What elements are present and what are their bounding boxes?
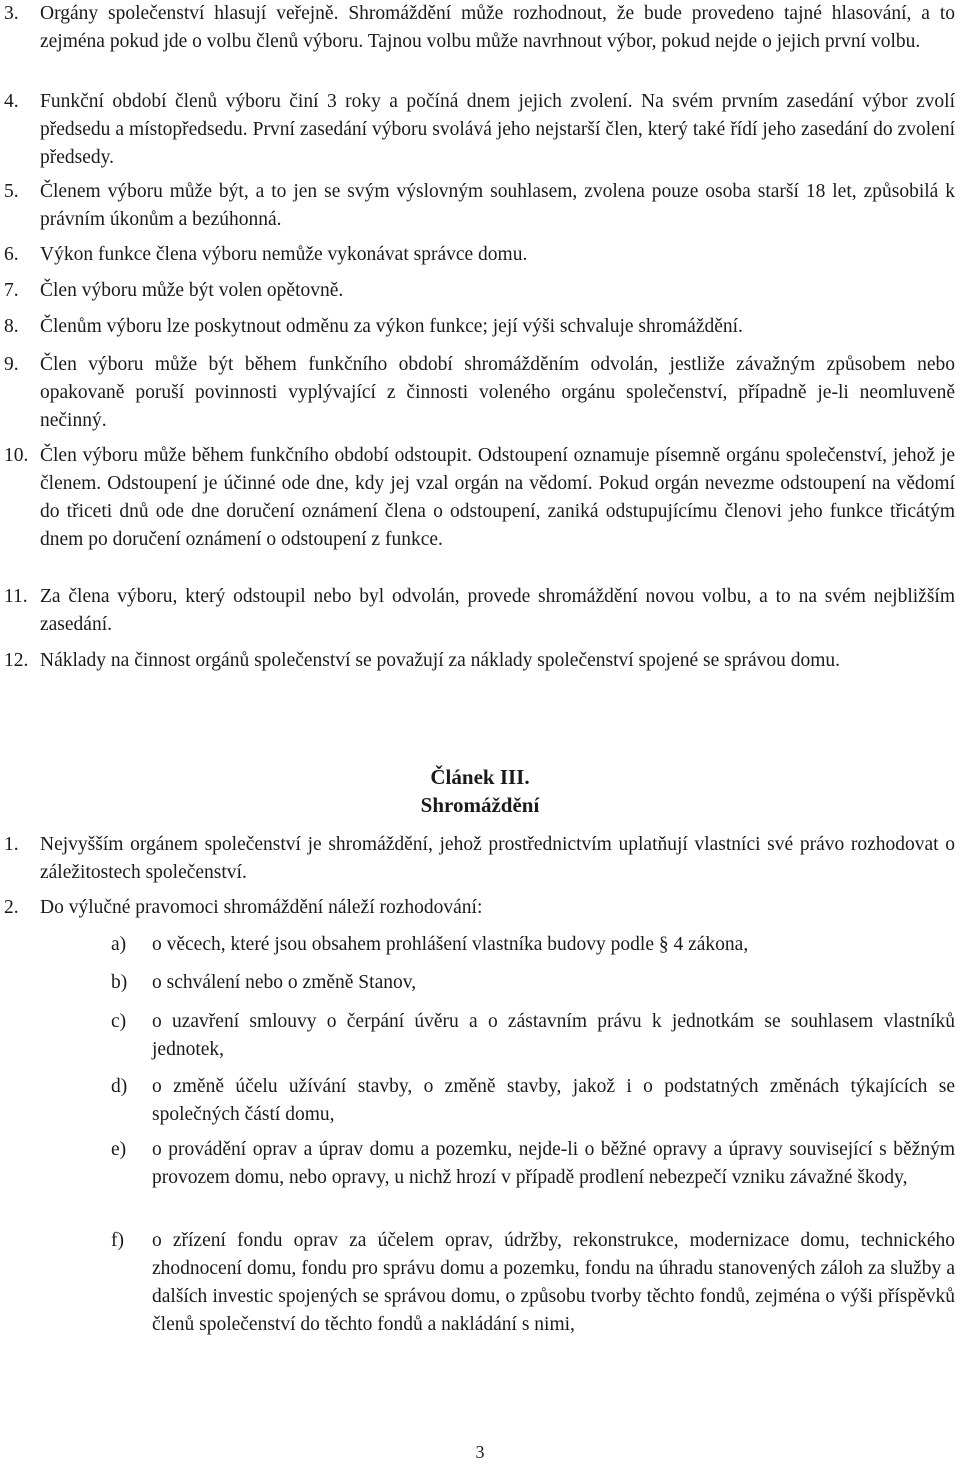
list-item-number: 1. xyxy=(4,834,19,855)
list-item xyxy=(0,831,955,887)
sub-item-text: o schválení nebo o změně Stanov, xyxy=(152,972,417,993)
sub-item-text: o provádění oprav a úprav domu a pozemku, nejde-li o běžné opravy a úpravy související s běžným provozem domu, nebo opravy, u nichž hrozí v případě prodlení nebezpečí vzniku závažné škody, xyxy=(152,1139,955,1188)
list-item-text: Člen výboru může být volen opětovně. xyxy=(40,280,344,301)
sub-item xyxy=(0,931,955,959)
sub-item xyxy=(0,1136,955,1192)
sub-item xyxy=(0,1227,955,1339)
list-item-number: 11. xyxy=(4,586,28,607)
list-item-text: Orgány společenství hlasují veřejně. Shromáždění může rozhodnout, že bude provedeno tajné hlasování, a to zejména pokud jde o volbu členů výboru. Tajnou volbu může navrhnout výbor, pokud nejde o jejich první volbu. xyxy=(40,3,955,52)
list-item-text: Za člena výboru, který odstoupil nebo byl odvolán, provede shromáždění novou volbu, a to na svém nejbližším zasedání. xyxy=(40,586,955,635)
list-item xyxy=(0,0,955,56)
sub-item-label: e) xyxy=(111,1139,127,1160)
list-item-text: Výkon funkce člena výboru nemůže vykonávat správce domu. xyxy=(40,244,528,265)
article-subtitle: Shromáždění xyxy=(420,793,540,817)
sub-item-label: a) xyxy=(111,934,127,955)
list-item-number: 6. xyxy=(4,244,19,265)
list-item xyxy=(0,313,955,341)
list-item-number: 7. xyxy=(4,280,19,301)
list-item-number: 5. xyxy=(4,181,19,202)
list-item-number: 10. xyxy=(4,445,29,466)
sub-item-text: o zřízení fondu oprav za účelem oprav, údržby, rekonstrukce, modernizace domu, technického zhodnocení domu, fondu pro správu domu a pozemku, fondu na úhradu stanovených záloh za služby a dalších investic spojených se správou domu, o způsobu tvorby těchto fondů, zejména o výši příspěvků členů společenství do těchto fondů a nakládání s nimi, xyxy=(152,1230,955,1335)
sub-item-label: c) xyxy=(111,1011,127,1032)
list-item xyxy=(0,583,955,639)
list-item xyxy=(0,442,955,554)
sub-item-text: o změně účelu užívání stavby, o změně stavby, jakož i o podstatných změnách týkajících se společných částí domu, xyxy=(152,1076,955,1125)
sub-item xyxy=(0,969,955,997)
list-item xyxy=(0,894,955,922)
list-item-text: Člen výboru může během funkčního období odstoupit. Odstoupení oznamuje písemně orgánu společenství, jehož je členem. Odstoupení je účinné ode dne, kdy jej vzal orgán na vědomí. Pokud orgán nevezme odstoupení na vědomí do třiceti dnů ode dne doručení oznámení člena o odstoupení, zaniká odstupujícímu členovi jeho funkce třicátým dnem po doručení oznámení o odstoupení z funkce. xyxy=(40,445,955,550)
list-item xyxy=(0,647,955,675)
list-item-text: Členům výboru lze poskytnout odměnu za výkon funkce; její výši schvaluje shromáždění. xyxy=(40,316,743,337)
list-item-text: Do výlučné pravomoci shromáždění náleží rozhodování: xyxy=(40,897,483,918)
list-item xyxy=(0,277,955,305)
list-item-number: 12. xyxy=(4,650,29,671)
list-item-number: 2. xyxy=(4,897,19,918)
list-item-text: Náklady na činnost orgánů společenství se považují za náklady společenství spojené se správou domu. xyxy=(40,650,841,671)
sub-item xyxy=(0,1008,955,1064)
list-item-number: 3. xyxy=(4,3,19,24)
sub-item-label: b) xyxy=(111,972,128,993)
page-number: 3 xyxy=(475,1442,485,1462)
sub-item-label: f) xyxy=(111,1230,124,1251)
list-item-number: 4. xyxy=(4,91,19,112)
list-item xyxy=(0,88,955,172)
sub-item xyxy=(0,1073,955,1129)
article-title: Článek III. xyxy=(430,765,530,789)
list-item xyxy=(0,351,955,435)
sub-item-text: o uzavření smlouvy o čerpání úvěru a o zástavním právu k jednotkám se souhlasem vlastníků jednotek, xyxy=(152,1011,955,1060)
list-item-number: 8. xyxy=(4,316,19,337)
list-item xyxy=(0,241,955,269)
list-item-text: Členem výboru může být, a to jen se svým výslovným souhlasem, zvolena pouze osoba starší 18 let, způsobilá k právním úkonům a bezúhonná. xyxy=(40,181,955,230)
list-item xyxy=(0,178,955,234)
sub-item-label: d) xyxy=(111,1076,128,1097)
sub-item-text: o věcech, které jsou obsahem prohlášení vlastníka budovy podle § 4 zákona, xyxy=(152,934,749,955)
list-item-text: Funkční období členů výboru činí 3 roky a počíná dnem jejich zvolení. Na svém prvním zasedání výbor zvolí předsedu a místopředsedu. První zasedání výboru svolává jeho nejstarší člen, který také řídí jeho zasedání do zvolení předsedy. xyxy=(40,91,955,168)
list-item-text: Nejvyšším orgánem společenství je shromáždění, jehož prostřednictvím uplatňují vlastníci své právo rozhodovat o záležitostech společenství. xyxy=(40,834,955,883)
list-item-number: 9. xyxy=(4,354,19,375)
list-item-text: Člen výboru může být během funkčního období shromážděním odvolán, jestliže závažným způsobem nebo opakovaně poruší povinnosti vyplývající z činnosti voleného orgánu společenství, případně je-li neomluveně nečinný. xyxy=(40,354,955,431)
